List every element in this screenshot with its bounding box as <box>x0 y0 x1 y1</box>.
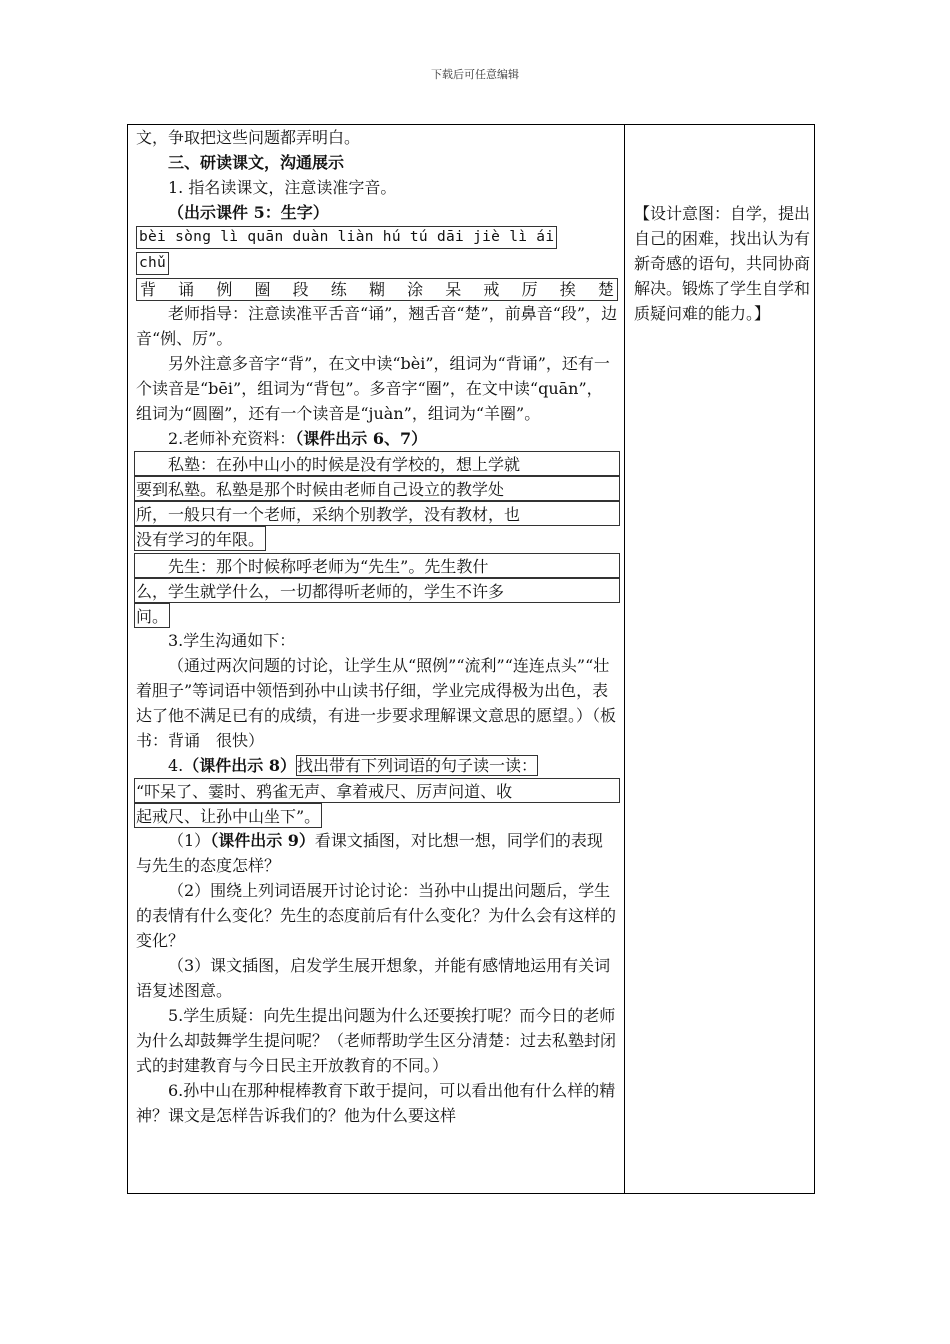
paragraph: 老师指导：注意读准平舌音“诵”，翘舌音“楚”，前鼻音“段”，边音“例、厉”。 <box>136 304 618 348</box>
pinyin-line: bèi sòng lì quān duàn liàn hú tú dāi jiè lì ái <box>136 226 557 249</box>
xiansheng-box <box>136 553 618 628</box>
new-characters-row <box>136 278 618 301</box>
paragraph: 6.孙中山在那种棍棒教育下敢于提问，可以看出他有什么样的精神？课文是怎样告诉我们的？他为什么要这样 <box>136 1081 616 1125</box>
paragraph: 5.学生质疑：向先生提出问题为什么还要挨打呢？而今日的老师为什么却鼓舞学生提问呢？（老师帮助学生区分清楚：过去私塾封闭式的封建教育与今日民主开放教育的不同。） <box>136 1006 617 1075</box>
paragraph: （2）围绕上列词语展开讨论讨论：当孙中山提出问题后，学生的表情有什么变化？先生的态度前后有什么变化？为什么会有这样的变化？ <box>136 881 617 950</box>
paragraph: 3.学生沟通如下： <box>168 631 296 650</box>
text: （1） <box>168 831 211 850</box>
design-intent-column <box>634 201 810 326</box>
character: 圈 <box>254 280 271 299</box>
words-box <box>136 778 618 828</box>
paragraph: （3）课文插图，启发学生展开想象，并能有感情地运用有关词语复述图意。 <box>136 956 611 1000</box>
page-header: 下载后可任意编辑 <box>431 68 519 81</box>
pinyin-line: chǔ <box>136 252 169 275</box>
boxed-line: 没有学习的年限。 <box>134 526 266 551</box>
character: 涂 <box>407 280 424 299</box>
courseware-label: （课件出示 6、7） <box>295 429 428 448</box>
boxed-line: 要到私塾。私塾是那个时候由老师自己设立的教学处 <box>134 476 620 501</box>
teaching-process-column <box>136 125 618 1128</box>
boxed-line: 私塾：在孙中山小的时候是没有学校的，想上学就 <box>134 451 620 476</box>
text: 看课文插图，对比想一想，同学们的表现与先生的态度怎样？ <box>136 831 603 875</box>
paragraph <box>136 753 618 778</box>
column-divider <box>624 125 625 1193</box>
sishu-box <box>136 451 618 551</box>
text: 4. <box>168 756 184 775</box>
character: 练 <box>330 280 347 299</box>
boxed-line: 先生：那个时候称呼老师为“先生”。先生教什 <box>134 553 620 578</box>
courseware-label: （出示课件 5：生字） <box>168 203 329 222</box>
character: 呆 <box>445 280 462 299</box>
paragraph: 1. 指名读课文，注意读准字音。 <box>168 178 397 197</box>
boxed-line: 起戒尺、让孙中山坐下”。 <box>134 803 322 828</box>
paragraph <box>136 426 618 451</box>
character: 厉 <box>521 280 538 299</box>
lesson-table <box>127 124 815 1194</box>
paragraph <box>136 828 618 878</box>
boxed-line: 问。 <box>134 603 170 628</box>
paragraph: 文，争取把这些问题都弄明白。 <box>136 128 361 147</box>
boxed-text: 找出带有下列词语的句子读一读： <box>296 756 537 775</box>
character: 诵 <box>178 280 195 299</box>
character: 背 <box>140 280 157 299</box>
boxed-line: 所，一般只有一个老师，采纳个别教学，没有教材，也 <box>134 501 620 526</box>
design-intent-note: 【设计意图：自学，提出自己的困难，找出认为有新奇感的语句，共同协商解决。锻炼了学生自学和质疑问难的能力。】 <box>634 204 811 323</box>
character: 糊 <box>368 280 385 299</box>
paragraph: （通过两次问题的讨论，让学生从“照例”“流利”“连连点头”“壮着胆子”等词语中领悟到孙中山读书仔细，学业完成得极为出色，表达了他不满足已有的成绩，有进一步要求理解课文意思的愿望。）（板书：背诵 很快） <box>136 656 617 750</box>
character: 楚 <box>597 280 614 299</box>
courseware-label: （课件出示 9） <box>210 831 315 850</box>
paragraph: 另外注意多音字“背”，在文中读“bèi”，组词为“背诵”，还有一个读音是“bēi”，组词为“背包”。多音字“圈”，在文中读“quān”，组词为“圆圈”，还有一个读音是“juàn”，组词为“羊圈”。 <box>136 354 610 423</box>
text: 2.老师补充资料： <box>168 429 296 448</box>
character: 段 <box>292 280 309 299</box>
courseware-label: （课件出示 8） <box>183 756 296 775</box>
boxed-line: “吓呆了、霎时、鸦雀无声、拿着戒尺、厉声问道、收 <box>134 778 620 803</box>
character: 戒 <box>483 280 500 299</box>
boxed-line: 么，学生就学什么，一切都得听老师的，学生不许多 <box>134 578 620 603</box>
section-heading: 三、研读课文，沟通展示 <box>168 153 345 172</box>
character: 例 <box>216 280 233 299</box>
pinyin-block <box>136 226 618 275</box>
character: 挨 <box>559 280 576 299</box>
